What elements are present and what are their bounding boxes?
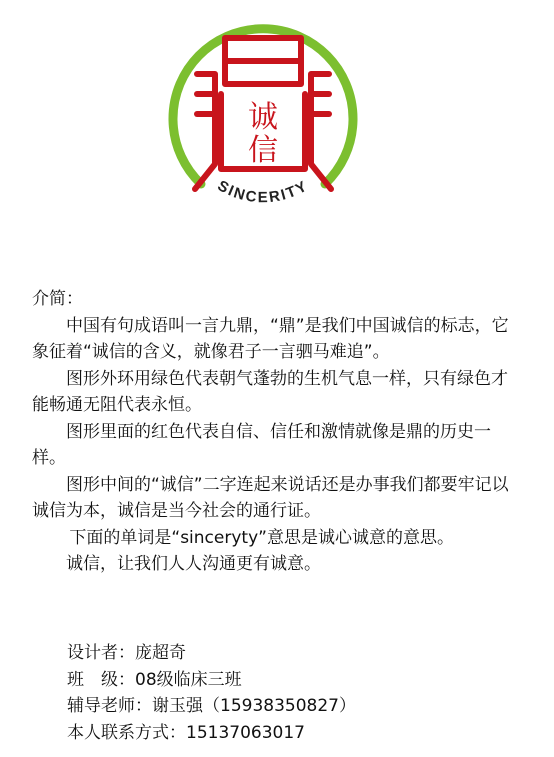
class-row <box>67 667 507 694</box>
intro-heading: 介简： <box>32 289 83 309</box>
credits-section <box>67 640 507 746</box>
intro-paragraph: 诚信，让我们人人沟通更有诚意。 <box>66 554 321 574</box>
intro-paragraph: 中国有句成语叫一言九鼎，“鼎”是我们中国诚信的标志，它象征着“诚信的含义，就像君子一言驷马难追”。 <box>32 315 509 362</box>
intro-paragraph: 下面的单词是“sinceryty”意思是诚心诚意的意思。 <box>69 527 454 548</box>
intro-paragraph: 图形外环用绿色代表朝气蓬勃的生机气息一样，只有绿色才能畅通无阻代表永恒。 <box>32 368 508 415</box>
contact-label: 本人联系方式： <box>67 722 186 743</box>
advisor-label: 辅导老师： <box>67 696 152 716</box>
advisor-value: 谢玉强（15938350827） <box>152 696 356 716</box>
intro-section <box>32 286 524 578</box>
logo-inner-text-1: 诚 <box>248 100 278 135</box>
dingseal-logo-icon <box>163 14 363 224</box>
contact-row <box>67 720 507 747</box>
intro-paragraph: 图形中间的“诚信”二字连起来说话还是办事我们都要牢记以诚信为本，诚信是当今社会的通行证。 <box>32 474 509 521</box>
logo-inner-text-2: 信 <box>248 133 278 168</box>
designer-value: 庞超奇 <box>135 643 186 663</box>
logo <box>163 14 363 224</box>
advisor-row <box>67 693 507 720</box>
contact-value: 15137063017 <box>186 722 305 743</box>
class-value: 08级临床三班 <box>135 669 242 690</box>
designer-row <box>67 640 507 667</box>
logo-ring-text: SINCERITY <box>214 177 312 207</box>
class-label: 班 级： <box>67 669 135 690</box>
intro-paragraph: 图形里面的红色代表自信、信任和激情就像是鼎的历史一样。 <box>32 421 491 468</box>
designer-label: 设计者： <box>67 643 135 663</box>
